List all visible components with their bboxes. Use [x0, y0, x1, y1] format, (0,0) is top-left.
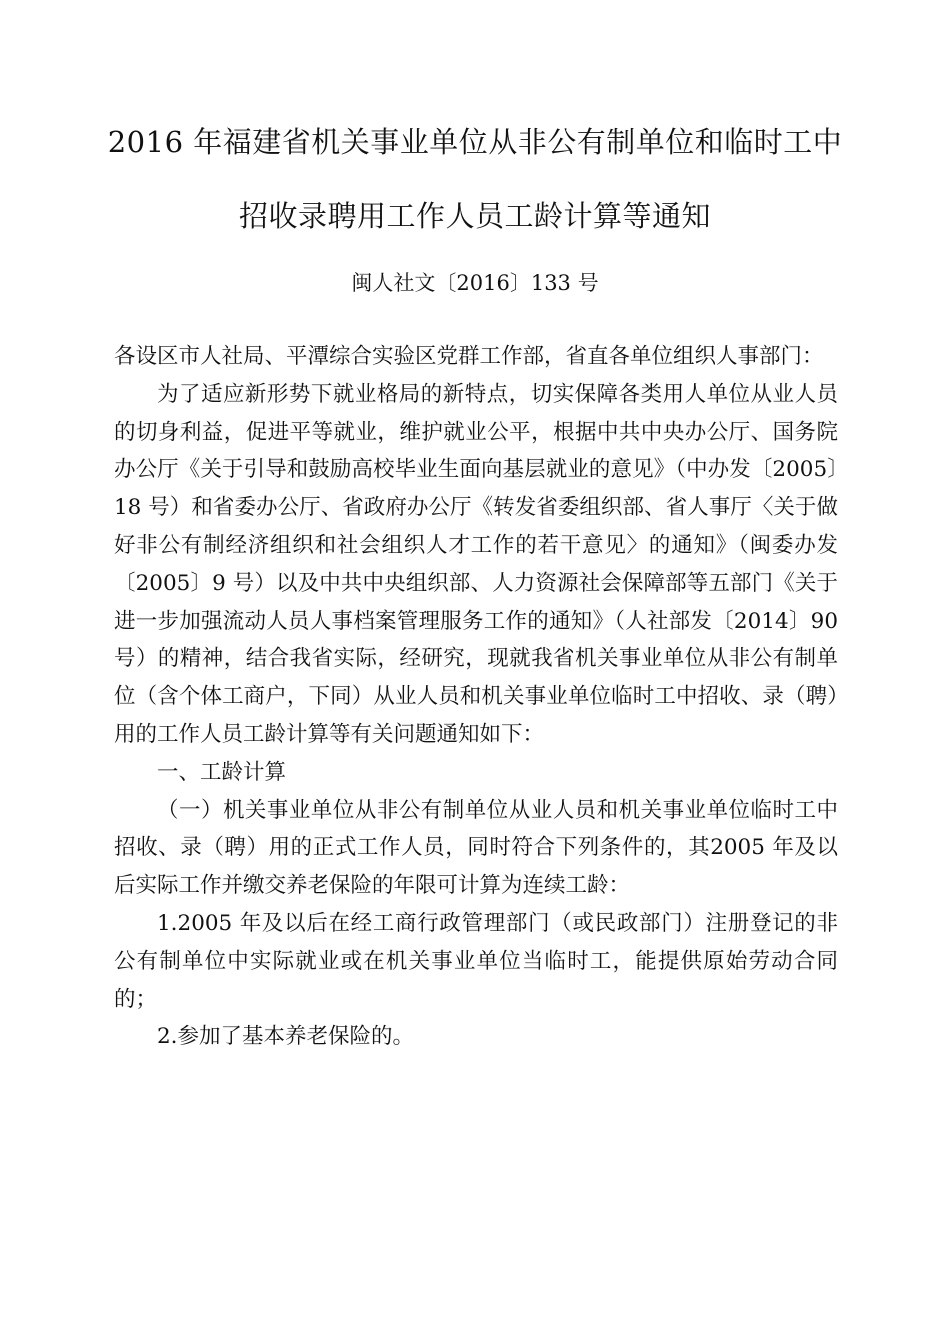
document-title-line-2: 招收录聘用工作人员工龄计算等通知 — [238, 199, 711, 233]
paragraph-clause-1: （一）机关事业单位从非公有制单位从业人员和机关事业单位临时工中招收、录（聘）用的正式工作人员，同时符合下列条件的，其2005 年及以后实际工作并缴交养老保险的年限可计算为连续工龄： — [114, 797, 838, 899]
paragraph-intro: 为了适应新形势下就业格局的新特点，切实保障各类用人单位从业人员的切身利益，促进平等就业，维护就业公平，根据中共中央办公厅、国务院办公厅《关于引导和鼓励高校毕业生面向基层就业的意见》（中办发〔2005〕18 号）和省委办公厅、省政府办公厅《转发省委组织部、省人事厅〈关于做好非公有制经济组织和社会组织人才工作的若干意见〉的通知》（闽委办发〔2005〕9 号）以及中共中央组织部、人力资源社会保障部等五部门《关于进一步加强流动人员人事档案管理服务工作的通知》（人社部发〔2014〕90 号）的精神，结合我省实际，经研究，现就我省机关事业单位从非公有制单位（含个体工商户，下同）从业人员和机关事业单位临时工中招收、录（聘）用的工作人员工龄计算等有关问题通知如下： — [114, 381, 838, 747]
paragraph-condition-1: 1.2005 年及以后在经工商行政管理部门（或民政部门）注册登记的非公有制单位中实际就业或在机关事业单位当临时工，能提供原始劳动合同的； — [114, 910, 838, 1012]
document-title-line-1: 2016 年福建省机关事业单位从非公有制单位和临时工中 — [107, 125, 843, 159]
document-number: 闽人社文〔2016〕133 号 — [351, 271, 599, 295]
document-body — [114, 338, 838, 1056]
section-heading: 一、工龄计算 — [157, 759, 287, 785]
paragraph-condition-2: 2.参加了基本养老保险的。 — [157, 1024, 415, 1050]
addressee: 各设区市人社局、平潭综合实验区党群工作部，省直各单位组织人事部门： — [114, 344, 824, 369]
